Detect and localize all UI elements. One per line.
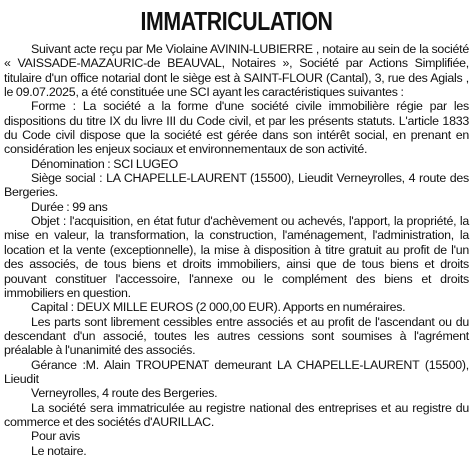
paragraph-form: Forme : La société a la forme d'une société civile immobilière régie par les dispositions du titre IX du livre III du Code civil, et par les présents statuts. L'article 1833 du Code civil dispose que la société est gérée dans son intérêt social, en prenant en considération les enjeux sociaux et environnementaux de son activité. (4, 99, 469, 157)
paragraph-name: Dénomination : SCI LUGEO (31, 156, 179, 171)
paragraph-duration: Durée : 99 ans (31, 199, 108, 214)
notice-title: IMMATRICULATION (140, 6, 333, 36)
paragraph-deed: Suivant acte reçu par Me Violaine AVININ-LUBIERRE , notaire au sein de la société « VAISSADE-MAZAURIC-de BEAUVAL, Notaires », Société par Actions Simplifiée, titulaire d'un office notarial dont le siège est à SAINT-FLOUR (Cantal), 3, rue des Agials , le 09.07.2025, a été constituée une SCI ayant les caractéristiques suivantes : (4, 42, 469, 100)
paragraph-closing: Pour avis (31, 429, 80, 444)
paragraph-signature: Le notaire. (31, 443, 87, 458)
paragraph-registration: La société sera immatriculée au registre national des entreprises et au registre du commerce et des sociétés d'AURILLAC. (4, 400, 469, 429)
paragraph-shares: Les parts sont librement cessibles entre associés et au profit de l'ascendant ou du descendant d'un associé, toutes les autres cessions sont soumises à l'agrément préalable à l'unanimité des associés. (4, 314, 469, 358)
paragraph-registered-office: Siège social : LA CHAPELLE-LAURENT (15500), Lieudit Verneyrolles, 4 route des Bergeries. (4, 171, 469, 200)
paragraph-management-address: Verneyrolles, 4 route des Bergeries. (31, 386, 218, 401)
paragraph-management: Gérance :M. Alain TROUPENAT demeurant LA CHAPELLE-LAURENT (15500), Lieudit (4, 357, 469, 386)
notice-body (4, 42, 469, 458)
paragraph-purpose: Objet : l'acquisition, en état futur d'achèvement ou achevés, l'apport, la propriété, la mise en valeur, la transformation, la construction, l'aménagement, l'administration, la location et la vente (exceptionnelle), la mise à disposition à titre gratuit au profit de l'un des associés, de tous biens et droits immobiliers, ainsi que de tous biens et droits pouvant constituer l'accessoire, l'annexe ou le complément des biens et droits immobiliers en question. (4, 214, 469, 300)
paragraph-capital: Capital : DEUX MILLE EUROS (2 000,00 EUR). Apports en numéraires. (31, 300, 406, 315)
